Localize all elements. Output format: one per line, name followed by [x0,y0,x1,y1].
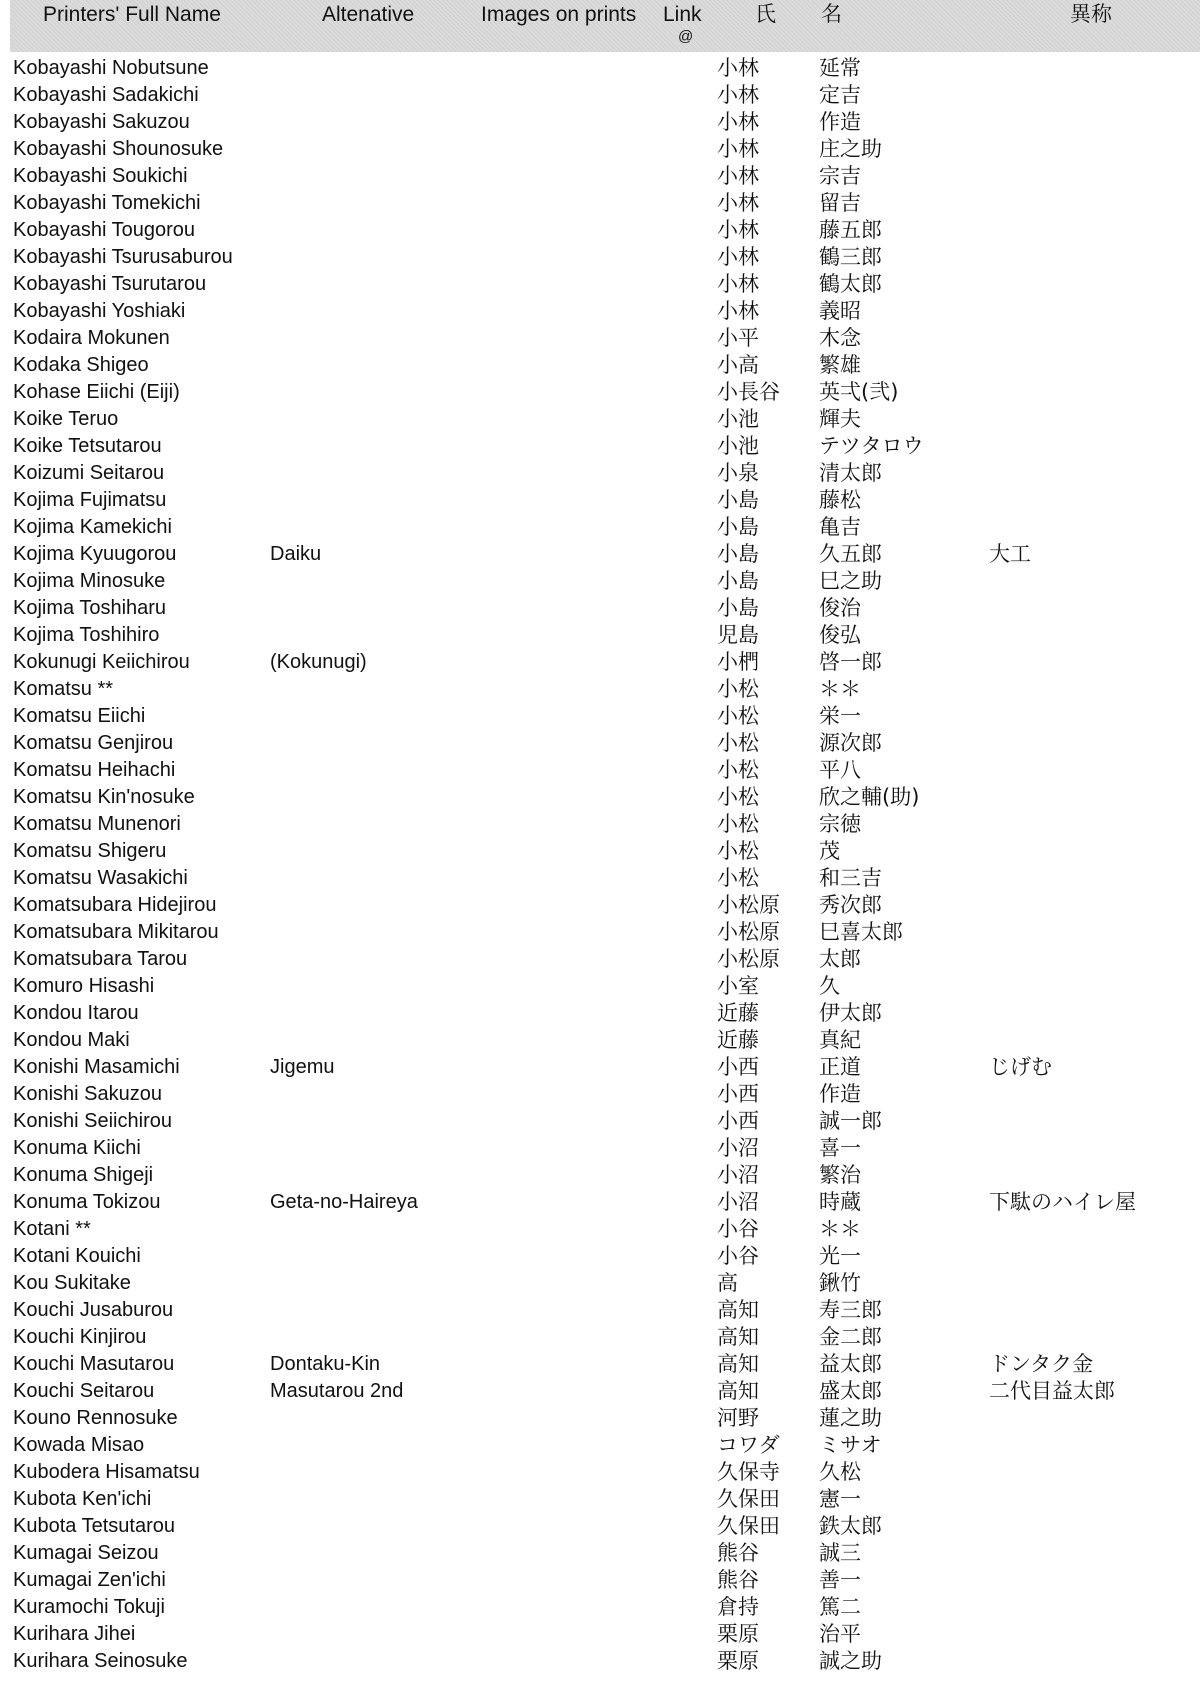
given-name-kanji: 啓一郎 [819,650,882,674]
surname-kanji: 小西 [717,1109,759,1133]
printer-full-name: Kojima Minosuke [13,570,166,592]
header-printers-full-name: Printers' Full Name [43,3,221,26]
table-row [0,244,1200,271]
table-row [0,1027,1200,1054]
given-name-kanji: 義昭 [819,299,861,323]
header-images-on-prints: Images on prints [481,3,637,26]
printer-full-name: Kobayashi Sakuzou [13,111,190,133]
surname-kanji: 高知 [717,1325,759,1349]
table-row [0,514,1200,541]
surname-kanji: 小林 [717,137,759,161]
surname-kanji: 熊谷 [717,1568,759,1592]
header-given-name: 名 [821,3,842,26]
surname-kanji: 小平 [717,326,759,350]
alternative-name-japanese: 大工 [989,542,1031,566]
given-name-kanji: 和三吉 [819,866,882,890]
printer-full-name: Kubota Ken'ichi [13,1488,152,1510]
surname-kanji: 小松 [717,839,759,863]
alternative-name-japanese: ドンタク金 [989,1352,1094,1376]
surname-kanji: 小松 [717,758,759,782]
table-row [0,1378,1200,1405]
surname-kanji: 小松 [717,812,759,836]
surname-kanji: 小室 [717,974,759,998]
surname-kanji: 小林 [717,299,759,323]
table-row [0,919,1200,946]
header-alternative-japanese: 異称 [1070,3,1112,26]
surname-kanji: 高知 [717,1298,759,1322]
surname-kanji: 小松原 [717,893,780,917]
table-row [0,1540,1200,1567]
given-name-kanji: 作造 [819,1082,861,1106]
table-row [0,1135,1200,1162]
table-row [0,568,1200,595]
printer-full-name: Kobayashi Yoshiaki [13,300,186,322]
printer-full-name: Kuramochi Tokuji [13,1596,165,1618]
printer-full-name: Komatsu Genjirou [13,732,174,754]
printer-full-name: Kobayashi Tsurutarou [13,273,207,295]
table-row [0,1567,1200,1594]
given-name-kanji: 輝夫 [819,407,861,431]
printer-full-name: Kubodera Hisamatsu [13,1461,200,1483]
alternative-name-japanese: じげむ [989,1055,1052,1079]
given-name-kanji: 久 [819,974,840,998]
printer-full-name: Konuma Kiichi [13,1137,141,1159]
surname-kanji: 倉持 [717,1595,759,1619]
given-name-kanji: 庄之助 [819,137,882,161]
table-row [0,379,1200,406]
surname-kanji: 小島 [717,488,759,512]
printer-full-name: Kojima Kyuugorou [13,543,177,565]
alternative-name-japanese: 下駄のハイレ屋 [989,1190,1136,1214]
printer-full-name: Kojima Toshiharu [13,597,167,619]
printer-full-name: Kondou Itarou [13,1002,139,1024]
table-row [0,892,1200,919]
surname-kanji: 小沼 [717,1190,759,1214]
given-name-kanji: 清太郎 [819,461,882,485]
given-name-kanji: 平八 [819,758,861,782]
given-name-kanji: 久五郎 [819,542,882,566]
printer-full-name: Komatsubara Mikitarou [13,921,219,943]
given-name-kanji: 宗徳 [819,812,861,836]
printer-full-name: Komatsu Eiichi [13,705,146,727]
surname-kanji: 小島 [717,569,759,593]
table-row [0,649,1200,676]
printer-full-name: Kowada Misao [13,1434,145,1456]
table-row [0,1594,1200,1621]
given-name-kanji: 藤五郎 [819,218,882,242]
printer-full-name: Komatsubara Tarou [13,948,188,970]
surname-kanji: 小林 [717,272,759,296]
printer-full-name: Komatsu Kin'nosuke [13,786,195,808]
table-row [0,271,1200,298]
table-row [0,1405,1200,1432]
table-row [0,352,1200,379]
table-row [0,1621,1200,1648]
table-row [0,946,1200,973]
table-row [0,1459,1200,1486]
printer-full-name: Kumagai Zen'ichi [13,1569,166,1591]
table-row [0,298,1200,325]
printer-full-name: Kobayashi Tsurusaburou [13,246,233,268]
table-row [0,703,1200,730]
header-link: Link [663,3,702,26]
table-row [0,838,1200,865]
surname-kanji: 高知 [717,1352,759,1376]
given-name-kanji: 金二郎 [819,1325,882,1349]
table-row [0,1297,1200,1324]
table-row [0,487,1200,514]
given-name-kanji: ＊＊ [819,677,861,701]
table-row [0,1000,1200,1027]
given-name-kanji: 誠之助 [819,1649,882,1673]
printer-full-name: Komatsubara Hidejirou [13,894,217,916]
surname-kanji: 小林 [717,245,759,269]
surname-kanji: 小池 [717,434,759,458]
printer-full-name: Kouchi Seitarou [13,1380,155,1402]
surname-kanji: 児島 [717,623,759,647]
alternative-name: Jigemu [270,1056,335,1078]
given-name-kanji: 善一 [819,1568,861,1592]
given-name-kanji: 繁雄 [819,353,861,377]
given-name-kanji: 秀次郎 [819,893,882,917]
given-name-kanji: 延常 [819,56,861,80]
printer-full-name: Komuro Hisashi [13,975,155,997]
given-name-kanji: 繁治 [819,1163,861,1187]
surname-kanji: 近藤 [717,1028,759,1052]
printer-full-name: Konishi Sakuzou [13,1083,162,1105]
printer-full-name: Kojima Toshihiro [13,624,160,646]
alternative-name: (Kokunugi) [270,651,367,673]
surname-kanji: 小椚 [717,650,759,674]
printer-full-name: Kobayashi Sadakichi [13,84,199,106]
printer-full-name: Kodaka Shigeo [13,354,149,376]
table-row [0,973,1200,1000]
given-name-kanji: 鶴太郎 [819,272,882,296]
given-name-kanji: 蓮之助 [819,1406,882,1430]
table-row [0,163,1200,190]
printer-full-name: Kubota Tetsutarou [13,1515,175,1537]
printer-full-name: Komatsu Shigeru [13,840,167,862]
given-name-kanji: 正道 [819,1055,861,1079]
surname-kanji: 小沼 [717,1163,759,1187]
surname-kanji: 小谷 [717,1244,759,1268]
table-row [0,1216,1200,1243]
table-row [0,1324,1200,1351]
alternative-name: Dontaku-Kin [270,1353,381,1375]
given-name-kanji: 篤二 [819,1595,861,1619]
table-row [0,190,1200,217]
printer-full-name: Kohase Eiichi (Eiji) [13,381,180,403]
table-row [0,1189,1200,1216]
given-name-kanji: テツタロウ [819,434,924,458]
printer-full-name: Kurihara Jihei [13,1623,136,1645]
surname-kanji: 近藤 [717,1001,759,1025]
printer-list [0,55,1200,1675]
given-name-kanji: 栄一 [819,704,861,728]
given-name-kanji: 太郎 [819,947,861,971]
given-name-kanji: 誠一郎 [819,1109,882,1133]
given-name-kanji: 定吉 [819,83,861,107]
given-name-kanji: 鶴三郎 [819,245,882,269]
surname-kanji: コワダ [717,1433,780,1457]
table-row [0,217,1200,244]
surname-kanji: 栗原 [717,1649,759,1673]
given-name-kanji: 光一 [819,1244,861,1268]
table-row [0,730,1200,757]
printer-full-name: Kobayashi Soukichi [13,165,188,187]
table-row [0,1351,1200,1378]
printer-full-name: Kodaira Mokunen [13,327,170,349]
given-name-kanji: 宗吉 [819,164,861,188]
table-row [0,622,1200,649]
alternative-name: Masutarou 2nd [270,1380,404,1402]
surname-kanji: 久保寺 [717,1460,780,1484]
surname-kanji: 小西 [717,1082,759,1106]
surname-kanji: 小沼 [717,1136,759,1160]
given-name-kanji: 巳之助 [819,569,882,593]
printer-full-name: Koike Tetsutarou [13,435,162,457]
printer-full-name: Kotani Kouichi [13,1245,141,1267]
alternative-name: Geta-no-Haireya [270,1191,418,1213]
given-name-kanji: 治平 [819,1622,861,1646]
surname-kanji: 小松 [717,731,759,755]
given-name-kanji: 欣之輔(助) [819,785,920,809]
surname-kanji: 小林 [717,110,759,134]
table-row [0,541,1200,568]
printer-full-name: Kojima Fujimatsu [13,489,167,511]
given-name-kanji: 巳喜太郎 [819,920,903,944]
table-row [0,784,1200,811]
surname-kanji: 小松 [717,677,759,701]
header-alternative: Altenative [322,3,415,26]
printer-full-name: Kobayashi Tougorou [13,219,195,241]
given-name-kanji: ＊＊ [819,1217,861,1241]
table-row [0,1162,1200,1189]
given-name-kanji: 英弌(弐) [819,380,899,404]
given-name-kanji: 真紀 [819,1028,861,1052]
printer-full-name: Kurihara Seinosuke [13,1650,188,1672]
surname-kanji: 小泉 [717,461,759,485]
given-name-kanji: 時蔵 [819,1190,861,1214]
table-row [0,1270,1200,1297]
surname-kanji: 小松 [717,704,759,728]
printer-full-name: Kou Sukitake [13,1272,131,1294]
printer-full-name: Kouchi Masutarou [13,1353,175,1375]
surname-kanji: 小松 [717,785,759,809]
given-name-kanji: 誠三 [819,1541,861,1565]
table-header [10,0,1200,52]
given-name-kanji: ミサオ [819,1433,882,1457]
table-row [0,460,1200,487]
table-row [0,136,1200,163]
table-row [0,1054,1200,1081]
table-row [0,1486,1200,1513]
printer-full-name: Kouchi Kinjirou [13,1326,147,1348]
surname-kanji: 小西 [717,1055,759,1079]
printer-full-name: Konuma Tokizou [13,1191,161,1213]
surname-kanji: 高 [717,1271,738,1295]
surname-kanji: 小島 [717,542,759,566]
table-row [0,433,1200,460]
printer-full-name: Kobayashi Tomekichi [13,192,201,214]
printer-full-name: Koike Teruo [13,408,119,430]
alternative-name-japanese: 二代目益太郎 [989,1379,1115,1403]
surname-kanji: 高知 [717,1379,759,1403]
surname-kanji: 小林 [717,164,759,188]
given-name-kanji: 盛太郎 [819,1379,882,1403]
table-row [0,676,1200,703]
surname-kanji: 小松原 [717,947,780,971]
given-name-kanji: 久松 [819,1460,861,1484]
table-row [0,1108,1200,1135]
table-row [0,406,1200,433]
table-row [0,1513,1200,1540]
surname-kanji: 河野 [717,1406,759,1430]
printer-full-name: Kobayashi Shounosuke [13,138,224,160]
table-row [0,811,1200,838]
given-name-kanji: 寿三郎 [819,1298,882,1322]
given-name-kanji: 益太郎 [819,1352,882,1376]
header-link-at: @ [678,28,694,45]
table-row [0,325,1200,352]
surname-kanji: 小島 [717,515,759,539]
printer-full-name: Komatsu Heihachi [13,759,176,781]
surname-kanji: 小林 [717,56,759,80]
given-name-kanji: 喜一 [819,1136,861,1160]
printer-full-name: Kojima Kamekichi [13,516,172,538]
printer-full-name: Kotani ** [13,1218,91,1240]
surname-kanji: 小谷 [717,1217,759,1241]
surname-kanji: 小林 [717,191,759,215]
table-row [0,1243,1200,1270]
given-name-kanji: 鍬竹 [819,1271,861,1295]
printer-full-name: Konishi Masamichi [13,1056,180,1078]
surname-kanji: 小池 [717,407,759,431]
surname-kanji: 小島 [717,596,759,620]
printer-full-name: Kumagai Seizou [13,1542,159,1564]
printer-full-name: Komatsu ** [13,678,114,700]
table-row [0,82,1200,109]
surname-kanji: 久保田 [717,1487,780,1511]
table-row [0,55,1200,82]
printer-full-name: Kobayashi Nobutsune [13,57,209,79]
surname-kanji: 熊谷 [717,1541,759,1565]
given-name-kanji: 留吉 [819,191,861,215]
given-name-kanji: 憲一 [819,1487,861,1511]
printer-full-name: Kouchi Jusaburou [13,1299,174,1321]
given-name-kanji: 俊弘 [819,623,861,647]
printer-full-name: Koizumi Seitarou [13,462,165,484]
header-surname: 氏 [755,3,776,26]
alternative-name: Daiku [270,543,322,565]
given-name-kanji: 茂 [819,839,840,863]
table-row [0,1081,1200,1108]
table-row [0,109,1200,136]
printer-full-name: Komatsu Munenori [13,813,181,835]
given-name-kanji: 源次郎 [819,731,882,755]
given-name-kanji: 俊治 [819,596,861,620]
given-name-kanji: 木念 [819,326,861,350]
table-row [0,1648,1200,1675]
given-name-kanji: 鉄太郎 [819,1514,882,1538]
given-name-kanji: 伊太郎 [819,1001,882,1025]
printer-full-name: Kondou Maki [13,1029,130,1051]
given-name-kanji: 作造 [819,110,861,134]
printer-full-name: Konishi Seiichirou [13,1110,172,1132]
given-name-kanji: 亀吉 [819,515,861,539]
surname-kanji: 小高 [717,353,759,377]
given-name-kanji: 藤松 [819,488,861,512]
table-row [0,595,1200,622]
surname-kanji: 久保田 [717,1514,780,1538]
surname-kanji: 小林 [717,218,759,242]
table-row [0,1432,1200,1459]
surname-kanji: 小長谷 [717,380,780,404]
surname-kanji: 栗原 [717,1622,759,1646]
surname-kanji: 小松 [717,866,759,890]
printer-full-name: Kokunugi Keiichirou [13,651,190,673]
printer-full-name: Komatsu Wasakichi [13,867,188,889]
table-row [0,757,1200,784]
table-row [0,865,1200,892]
surname-kanji: 小林 [717,83,759,107]
printer-full-name: Kouno Rennosuke [13,1407,178,1429]
surname-kanji: 小松原 [717,920,780,944]
printer-full-name: Konuma Shigeji [13,1164,154,1186]
